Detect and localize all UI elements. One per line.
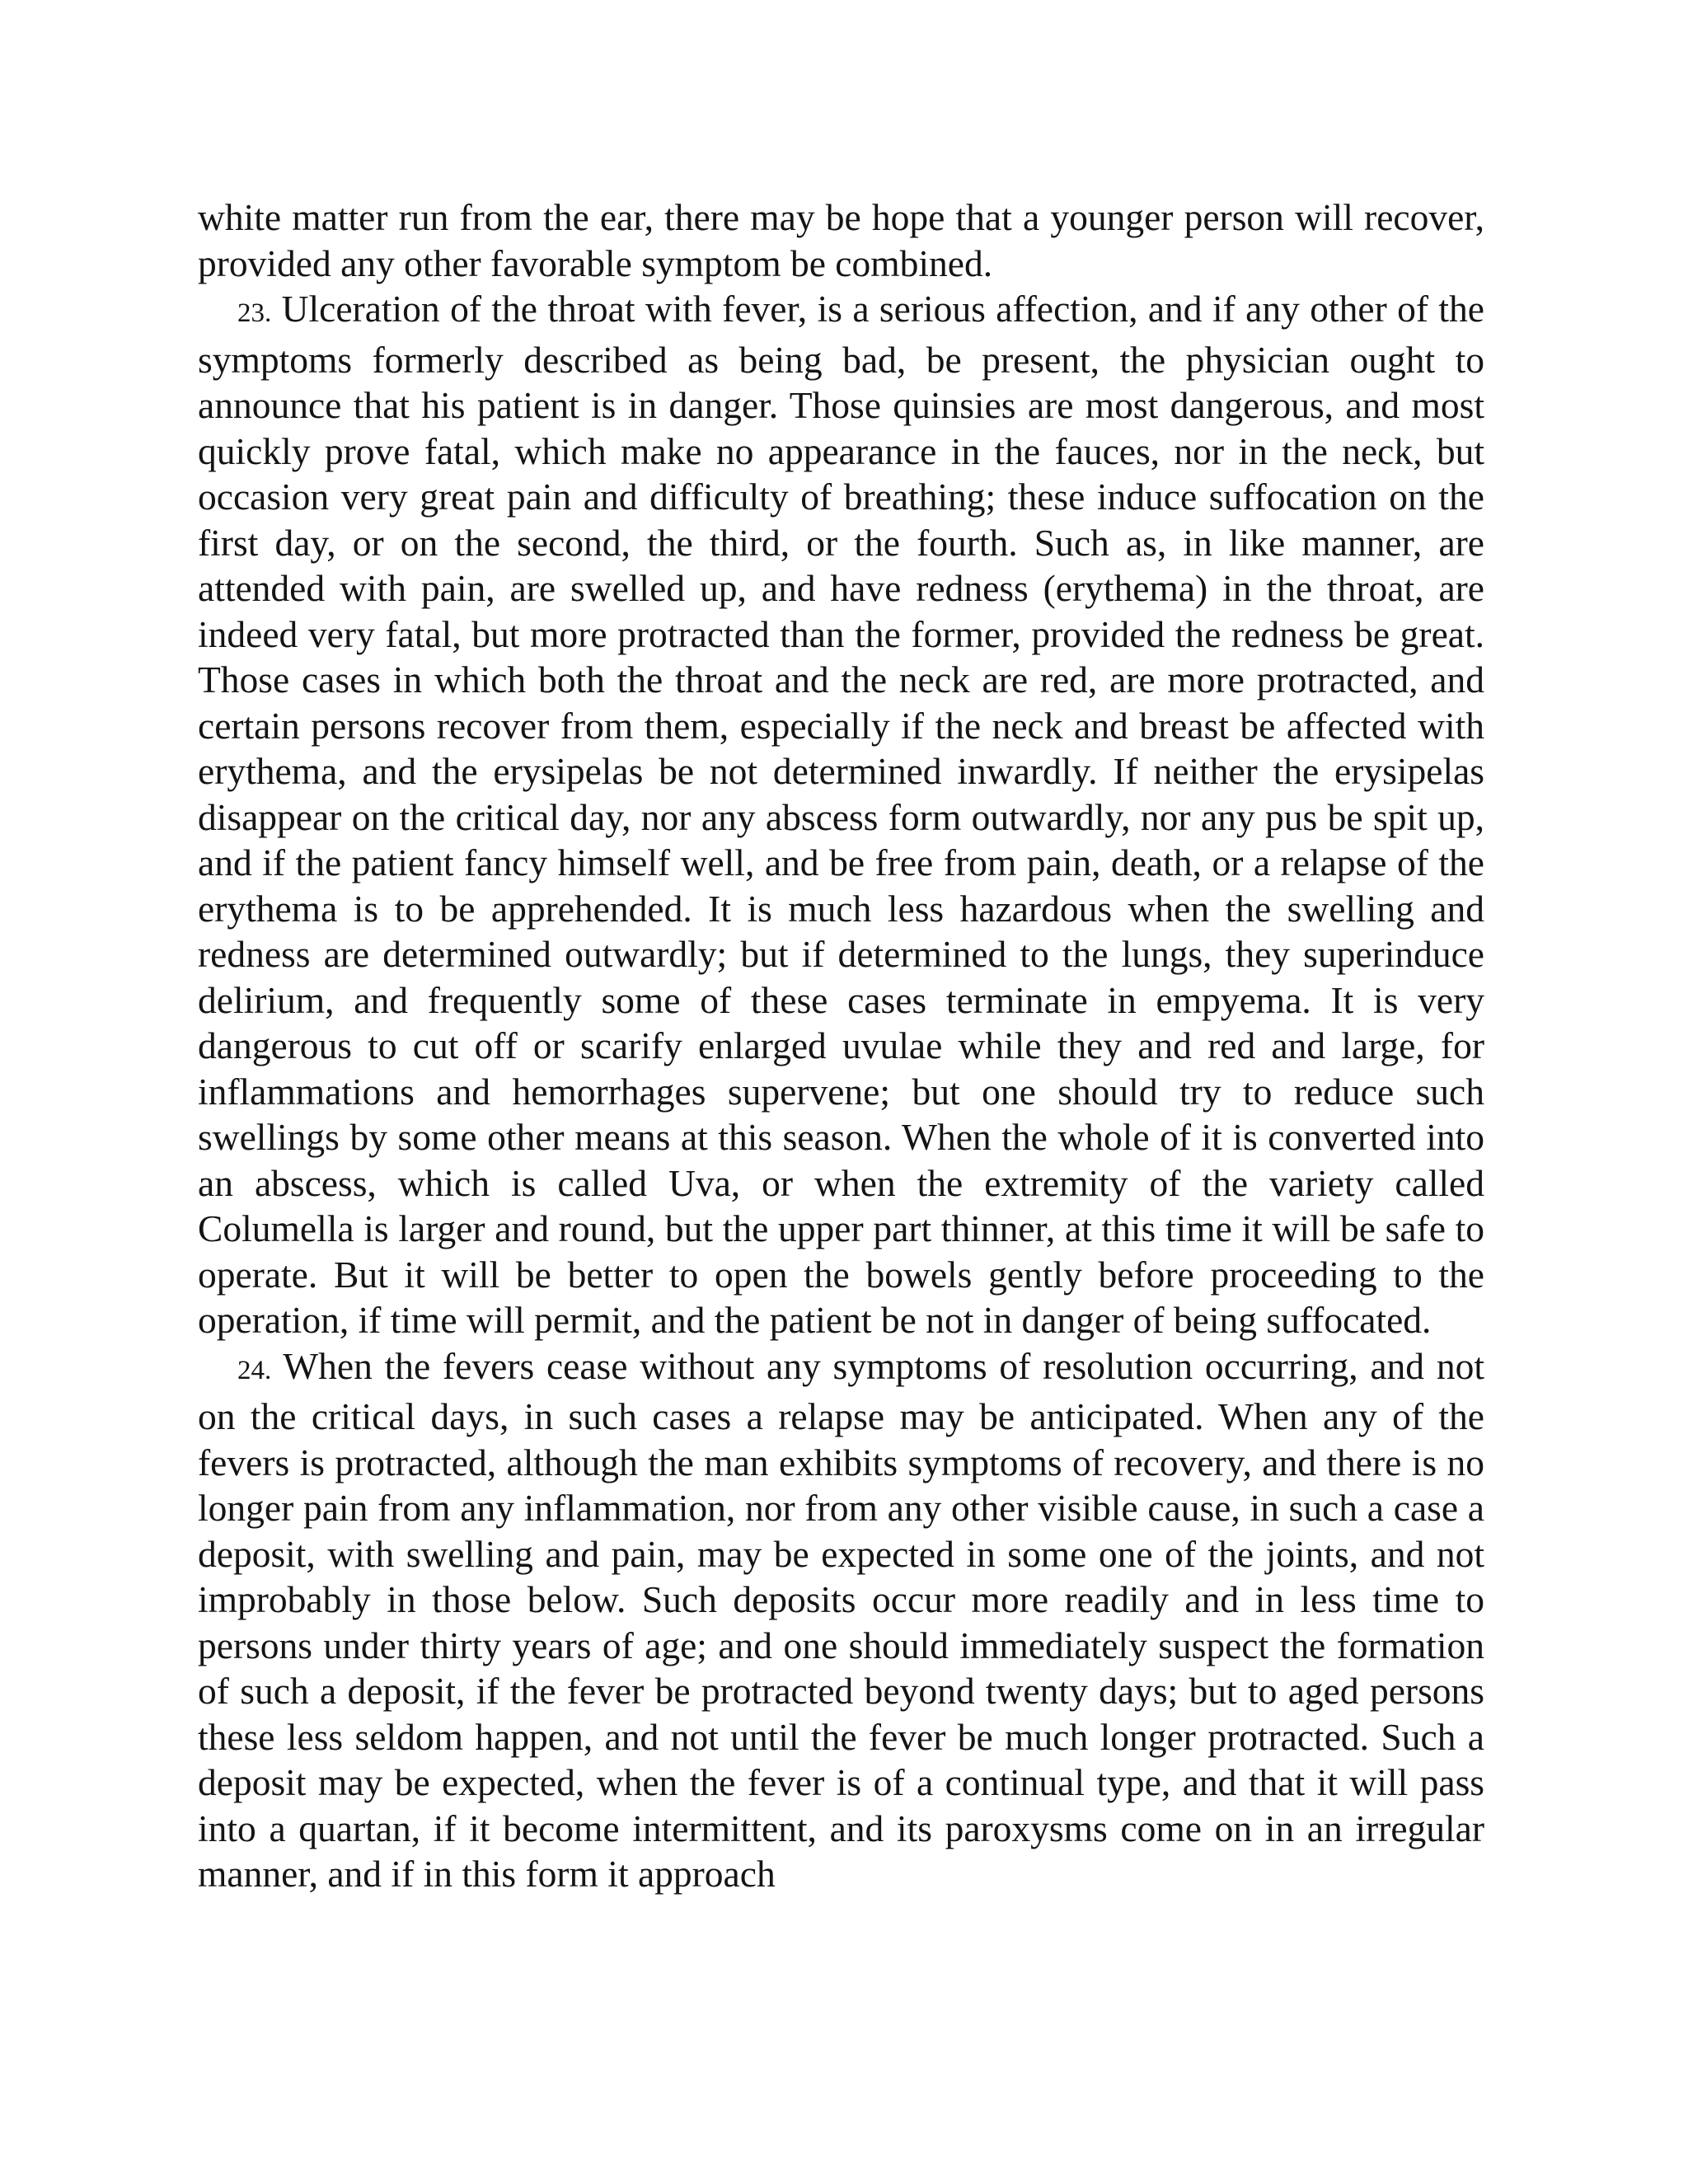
page-text: [198, 194, 1484, 1897]
paragraph-number: 24.: [237, 1355, 272, 1385]
paragraph-24: [198, 1343, 1484, 1897]
paragraph-body: Ulceration of the throat with fever, is a serious affection, and if any other of the symptoms formerly described as being bad, be present, the physician ought to announce that his patient is in danger. Those quinsies are most dangerous, and most quickly prove fatal, which make no appearance in the fauces, nor in the neck, but occasion very great pain and difficulty of breathing; these induce suffocation on the first day, or on the second, the third, or the fourth. Such as, in like manner, are attended with pain, are swelled up, and have redness (erythema) in the throat, are indeed very fatal, but more protracted than the former, provided the redness be great. Those cases in which both the throat and the neck are red, are more protracted, and certain persons recover from them, especially if the neck and breast be affected with erythema, and the erysipelas be not determined inwardly. If neither the erysipelas disappear on the critical day, nor any abscess form outwardly, nor any pus be spit up, and if the patient fancy himself well, and be free from pain, death, or a relapse of the erythema is to be apprehended. It is much less hazardous when the swelling and redness are determined outwardly; but if determined to the lungs, they superinduce delirium, and frequently some of these cases terminate in empyema. It is very dangerous to cut off or scarify enlarged uvulae while they and red and large, for inflammations and hemorrhages supervene; but one should try to reduce such swellings by some other means at this season. When the whole of it is converted into an abscess, which is called Uva, or when the extremity of the variety called Columella is larger and round, but the upper part thinner, at this time it will be safe to operate. But it will be better to open the bowels gently before proceeding to the operation, if time will permit, and the patient be not in danger of being suffocated.: [198, 288, 1485, 1341]
paragraph-continued: white matter run from the ear, there may be hope that a younger person will recover, provided any other favorable symptom be combined.: [198, 196, 1484, 284]
paragraph-body: When the fevers cease without any symptoms of resolution occurring, and not on the critical days, in such cases a relapse may be anticipated. When any of the fevers is protracted, although the man exhibits symptoms of recovery, and there is no longer pain from any inflammation, nor from any other visible cause, in such a case a deposit, with swelling and pain, may be expected in some one of the joints, and not improbably in those below. Such deposits occur more readily and in less time to persons under thirty years of age; and one should immediately suspect the formation of such a deposit, if the fever be protracted beyond twenty days; but to aged persons these less seldom happen, and not until the fever be much longer protracted. Such a deposit may be expected, when the fever is of a continual type, and that it will pass into a quartan, if it become intermittent, and its paroxysms come on in an irregular manner, and if in this form it approach: [198, 1344, 1484, 1895]
paragraph-number: 23.: [237, 298, 272, 328]
paragraph-23: [198, 286, 1484, 1343]
